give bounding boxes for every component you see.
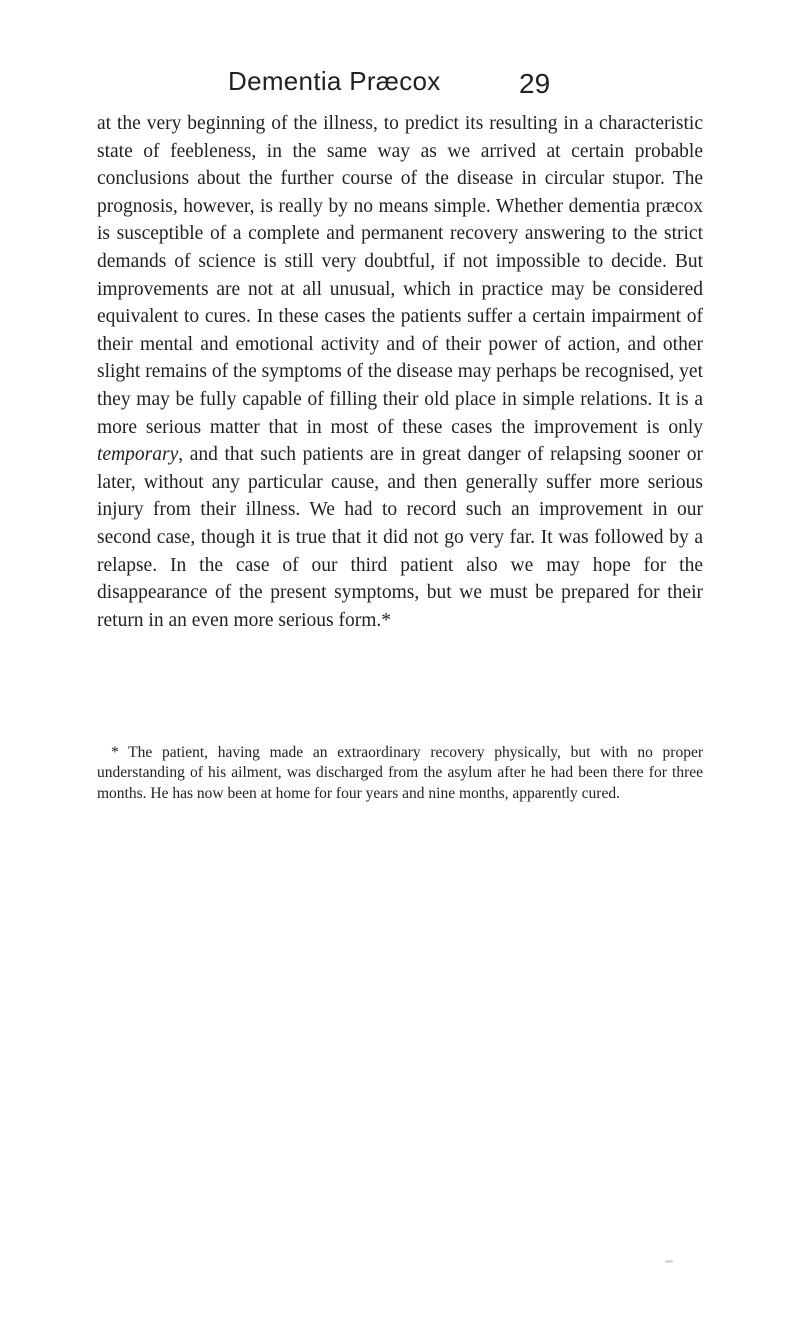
emphasized-word: temporary [97,444,179,466]
body-text-part-1: at the very beginning of the illness, to predict its resulting in a characteristic state of feebleness, in the same way as we arrived at certain probable conclusions about the further course of the disease in circular stupor. The prognosis, however, is really by no means simple. Whether dementia præcox is susceptible of a complete and permanent recovery answering to the strict demands of science is still very doubtful, if not impossible to decide. But improvements are not at all unusual, which in practice may be considered equivalent to cures. In these cases the patients suffer a certain impairment of their mental and emotional activity and of their power of action, and other slight remains of the symptoms of the disease may perhaps be recognised, yet they may be fully capable of filling their old place in simple relations. It is a more serious matter that in most of these cases the improvement is only [97,113,703,438]
page-number: 29 [519,68,551,99]
paper-speck [665,1260,673,1263]
running-head-title: Dementia Præcox [228,66,441,96]
running-head [0,66,800,106]
body-text-part-2: , and that such patients are in great danger of relapsing sooner or later, without any particular cause, and then generally suffer more serious injury from their illness. We had to record such an improvement in our second case, though it is true that it did not go very far. It was followed by a relapse. In the case of our third patient also we may hope for the disappearance of the present symptoms, but we must be prepared for their return in an even more serious form.* [97,444,703,631]
footnote: * The patient, having made an extraordinary recovery physically, but with no proper understanding of his ailment, was discharged from the asylum after he had been there for three months. He has now been at home for four years and nine months, apparently cured. [97,744,703,802]
body-paragraph [97,110,703,634]
